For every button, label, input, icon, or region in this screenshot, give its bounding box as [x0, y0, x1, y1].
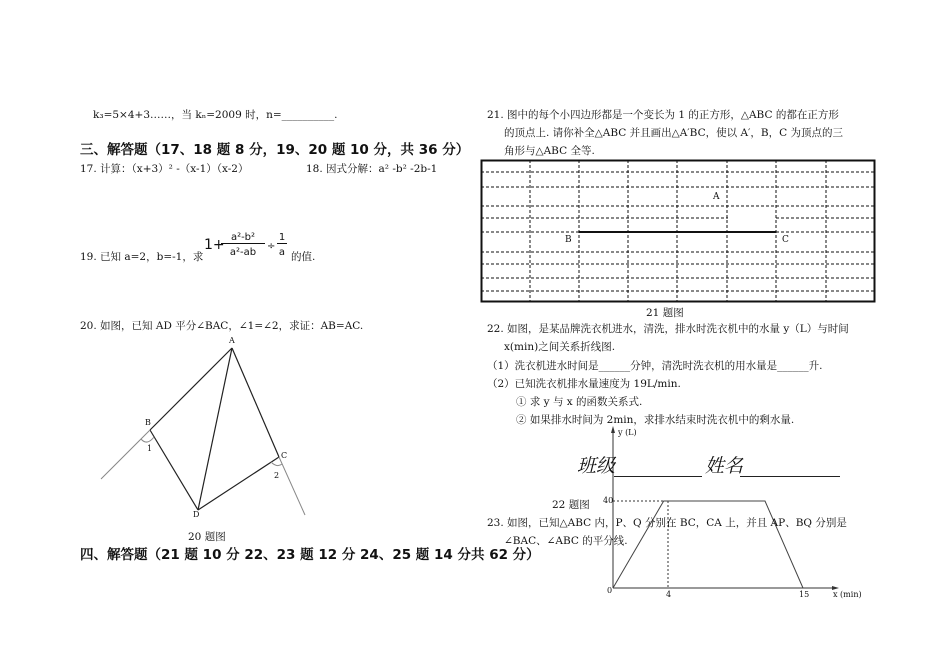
fig20-label-b: B [145, 418, 151, 427]
q19-numerator2: 1 [278, 232, 286, 243]
figure-22-chart [611, 426, 839, 590]
q19-denominator2: a [278, 247, 286, 258]
q19-denominator: a²-ab [229, 247, 257, 258]
fig20-label-d: D [193, 510, 200, 519]
q19-one-plus: 1+ [204, 237, 225, 253]
fig21-caption: 21 题图 [646, 307, 684, 319]
section4-heading: 四、解答题（21 题 10 分 22、23 题 12 分 24、25 题 14 分共 62 分） [80, 547, 540, 563]
q22-part1: （1）洗衣机进水时间是______分钟，清洗时洗衣机的用水量是______升. [487, 360, 823, 372]
q20: 20. 如图，已知 AD 平分∠BAC，∠1=∠2，求证：AB=AC. [80, 320, 364, 332]
fig20-label-a: A [229, 336, 235, 345]
fig22-ytick-40: 40 [603, 496, 614, 505]
q22-line1: 22. 如图，是某品牌洗衣机进水，清洗，排水时洗衣机中的水量 y（L）与时间 [487, 323, 849, 335]
q22-part2-sub2: ② 如果排水时间为 2min，求排水结束时洗衣机中的剩水量. [516, 414, 795, 426]
fig21-label-c: C [782, 235, 789, 245]
q16-tail: k₃=5×4+3……，当 kₙ=2009 时，n=__________. [93, 109, 338, 121]
q19-numerator: a²-b² [221, 232, 265, 244]
name-blank[interactable] [740, 476, 840, 477]
q22-part2-sub1: ① 求 y 与 x 的函数关系式. [516, 396, 643, 408]
q21-line2: 的顶点上. 请你补全△ABC 并且画出△A′BC，使以 A′，B，C 为顶点的三 [504, 127, 843, 139]
section3-heading: 三、解答题（17、18 题 8 分，19、20 题 10 分，共 36 分） [80, 142, 470, 158]
fig20-angle-1: 1 [147, 444, 153, 453]
q21-line1: 21. 图中的每个小四边形都是一个变长为 1 的正方形，△ABC 的都在正方形 [487, 109, 839, 121]
fig22-origin: 0 [607, 586, 613, 595]
q22-part2: （2）已知洗衣机排水量速度为 19L/min. [487, 378, 681, 390]
fig21-label-b: B [565, 235, 572, 245]
class-label: 班级 [577, 455, 616, 477]
fig22-ylabel: y (L) [618, 428, 637, 437]
q17: 17. 计算：（x+3）² -（x-1）（x-2） [80, 163, 249, 175]
q18: 18. 因式分解：a² -b² -2b-1 [306, 163, 438, 175]
figure-21-grid [481, 160, 875, 302]
fig20-caption: 20 题图 [188, 531, 226, 543]
name-label: 姓名 [705, 455, 744, 477]
fig22-xlabel: x (min) [833, 590, 862, 599]
q19-prefix: 19. 已知 a=2，b=-1，求 [80, 251, 204, 263]
q22-line2: x(min)之间关系折线图. [504, 341, 616, 353]
fig21-label-a: A [713, 192, 720, 202]
q21-line3: 角形与△ABC 全等. [504, 145, 595, 157]
q23-line2: ∠BAC、∠ABC 的平分线. [504, 535, 628, 547]
fig20-angle-2: 2 [274, 471, 280, 480]
class-blank[interactable] [614, 476, 702, 477]
fig22-xtick-4: 4 [666, 590, 672, 599]
q19-suffix: 的值. [291, 251, 316, 263]
q23-line1: 23. 如图，已知△ABC 内，P、Q 分别在 BC，CA 上，并且 AP、BQ 分别是 [487, 517, 847, 529]
fig20-label-c: C [281, 451, 288, 460]
q19-div: ÷ [267, 241, 276, 252]
fig22-xtick-15: 15 [799, 590, 810, 599]
fig22-caption: 22 题图 [552, 499, 590, 511]
water-volume-line [613, 501, 803, 588]
